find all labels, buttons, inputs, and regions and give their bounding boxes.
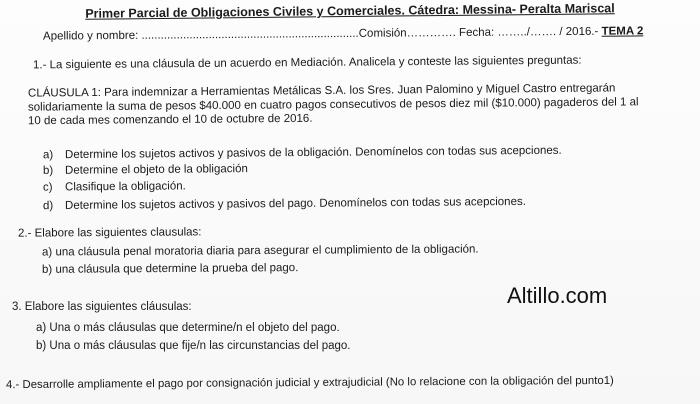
item-label: b) (42, 164, 54, 177)
question-1-item (43, 180, 186, 193)
question-1-prompt: 1.- La siguiente es una cláusula de un acuerdo en Mediación. Analicela y conteste las siguientes preguntas: (32, 54, 582, 72)
item-text: Clasifique la obligación. (64, 180, 186, 194)
exam-theme: TEMA 2 (601, 25, 644, 38)
item-label: c) (42, 181, 53, 194)
question-2-prompt: 2.- Elabore las siguientes clausulas: (17, 226, 202, 240)
student-info-line (43, 25, 643, 42)
item-label: a) (42, 149, 54, 162)
question-2-item: a) una cláusula penal moratoria diaria para asegurar el cumplimiento de la obligación. (41, 243, 479, 259)
clause-line-1: CLÁUSULA 1: Para indemnizar a Herramientas Metálicas S.A. los Sres. Juan Palomino y Miguel Castro entregarán (27, 82, 616, 100)
question-3-prompt: 3. Elabore las siguientes cláusulas: (12, 301, 192, 313)
name-field: Apellido y nombre: .................................................................... (42, 27, 359, 43)
question-3-item: a) Una o más cláusulas que determine/n el objeto del pago. (36, 322, 340, 334)
exam-title: Primer Parcial de Obligaciones Civiles y Comerciales. Cátedra: Messina- Peralta Mariscal (85, 1, 615, 21)
question-2-item: b) una cláusula que determine la prueba del pago. (41, 262, 299, 276)
clause-line-2: solidariamente la suma de pesos $40.000 en cuatro pagos consecutivos de pesos diez mil ($10.000) pagaderos del 1 al (27, 96, 639, 114)
item-text: Determine los sujetos activos y pasivos de la obligación. Denomínelos con todas sus acepciones. (64, 144, 562, 162)
item-text: Determine los sujetos activos y pasivos del pago. Denomínelos con todas sus acepciones. (64, 195, 526, 212)
question-1-item (43, 196, 526, 212)
question-1-item (43, 145, 562, 162)
clause-line-3: 10 de cada mes comenzando el 10 de octubre de 2016. (27, 112, 313, 128)
commission-date-field: Comisión…………. Fecha: ……../……. / 2016.- (358, 25, 599, 40)
question-1-item (43, 163, 248, 177)
question-3-item: b) Una o más cláusulas que fije/n las circunstancias del pago. (36, 340, 351, 352)
item-label: d) (42, 200, 54, 213)
item-text: Determine el objeto de la obligación (64, 163, 248, 177)
question-4-prompt: 4.- Desarrolle ampliamente el pago por consignación judicial y extrajudicial (No lo relacione con la obligación del punto1) (5, 374, 614, 392)
watermark-text: Altillo.com (507, 283, 608, 308)
